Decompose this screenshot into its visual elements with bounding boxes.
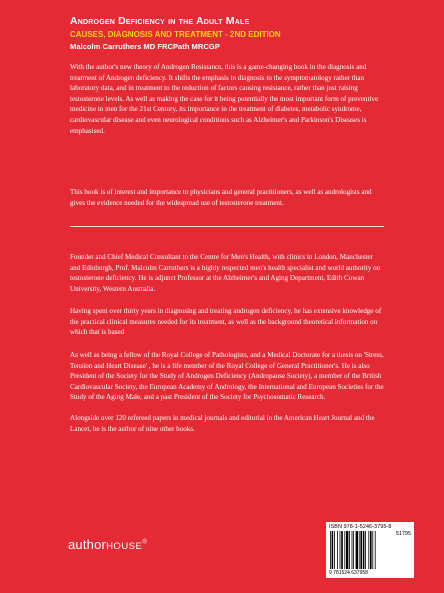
author-credentials: Malcolm Carruthers MD FRCPath MRCGP (70, 42, 220, 51)
isbn-number: ISBN 978-1-5246-3795-8 (329, 524, 392, 530)
bio-paragraph-1: Founder and Chief Medical Consultant to the Centre for Men's Health, with clinics in London, Manchester and Edinburgh, Prof. Malcolm Carruthers is a highly respected men's health specialist and world authority on testosterone deficiency. He is adjunct Professor at the Alzheimer's and Aging Department, Edith Cowan University, Western Australia. (70, 253, 381, 293)
barcode-area (326, 522, 414, 578)
barcode-digits: 9 781524 637958 (329, 570, 368, 576)
book-subtitle: CAUSES, DIAGNOSIS AND TREATMENT - 2ND EDITION (70, 30, 281, 39)
bio-paragraph-2: Having spent over thirty years in diagnosing and treating androgen deficiency, he has extensive knowledge of the practical clinical measures needed for its treatment, as well as the background theoretical information on which that is based (70, 307, 382, 337)
blurb-paragraph-2: This book is of interest and importance to physicians and general practitioners, as well as andrologists and gives the evidence needed for the widespread use of testosterone treatment. (70, 188, 372, 207)
registered-mark: ® (142, 539, 147, 546)
publisher-logo (68, 537, 147, 552)
publisher-name-author: author (68, 537, 107, 552)
price-code: 51795 (396, 531, 411, 537)
barcode-icon (330, 531, 392, 569)
publisher-name-house: HOUSE (106, 541, 143, 552)
blurb-paragraph-1: With the author's new theory of Androgen Resistance, this is a game-changing book in the diagnosis and treatment of Androgen deficiency. It shifts the emphasis in diagnosis to the symptomatology rather than laboratory data, and in treatment to the reduction of factors causing resistance, rather than just raising testosterone levels. As well as making the case for it being potentially the most important form of preventive medicine in men for the 21st Century, its importance in the treatment of diabetes, metabolic syndrome, cardiovascular disease and even neurological conditions such as Alzheimer's and Parkinson's Diseases is emphasised. (70, 63, 379, 135)
section-divider (70, 226, 384, 227)
bio-paragraph-4: Alongside over 120 refereed papers in medical journals and editorial in the American Heart Journal and the Lancet, he is the author of nine other books. (70, 414, 375, 433)
bio-paragraph-3: As well as being a fellow of the Royal College of Pathologists, and a Medical Doctorate for a thesis on 'Stress, Tension and Heart Disease' , he is a life member of the Royal College of General Practitioner's. He is also President of the Society for the Study of Androgen Deficiency (Andropause Society), a member of the British Cardiovascular Society, the European Academy of Andrology, the International and European Societies for the Study of the Aging Male, and a past President of the Society for Psychosomatic Research. (70, 351, 384, 402)
book-title: Androgen Deficiency in the Adult Male (70, 15, 250, 27)
